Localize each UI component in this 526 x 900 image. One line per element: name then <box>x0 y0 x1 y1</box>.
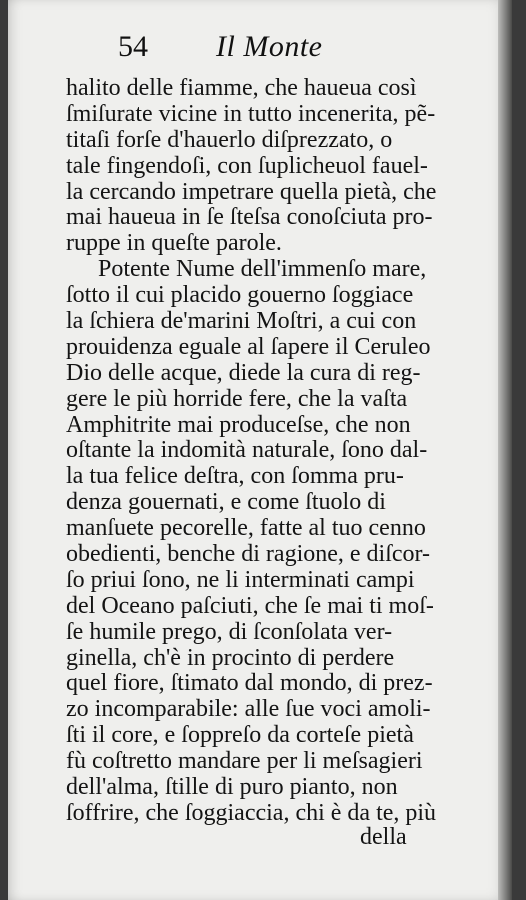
text-line: denza gouernati, e come ſtuolo di <box>66 489 386 516</box>
page-header <box>118 30 458 70</box>
text-line: ſe humile prego, di ſconſolata ver- <box>66 618 393 645</box>
text-line: quel fiore, ſtimato dal mondo, di prez- <box>66 670 433 697</box>
page-edge-shadow <box>498 0 512 900</box>
paragraph-start-line: Potente Nume dell'immenſo mare, <box>98 256 427 283</box>
text-line: Amphitrite mai produceſse, che non <box>66 411 411 438</box>
text-line: ginella, ch'è in procinto di perdere <box>66 644 395 671</box>
text-line: prouidenza eguale al ſapere il Ceruleo <box>66 333 431 360</box>
text-line: ruppe in queſte parole. <box>66 230 282 257</box>
text-line: fù coſtretto mandare per li meſsagieri <box>66 748 423 775</box>
text-line: titaſi forſe d'hauerlo diſprezzato, o <box>66 126 393 153</box>
text-line: ſoffrire, che ſoggiaccia, chi è da te, più <box>66 799 437 826</box>
text-line: tale fingendoſi, con ſuplicheuol fauel- <box>66 152 428 179</box>
running-head: Il Monte <box>216 30 323 63</box>
text-line: ſotto il cui placido gouerno ſoggiace <box>66 282 414 309</box>
text-line: manſuete pecorelle, fatte al tuo cenno <box>66 515 426 542</box>
text-line: zo incomparabile: alle ſue voci amoli- <box>66 696 431 723</box>
book-page <box>8 0 512 900</box>
page-number: 54 <box>118 30 148 63</box>
body-text <box>66 76 490 827</box>
text-line: la ſchiera de'marini Moſtri, a cui con <box>66 308 417 335</box>
text-line: ſti il core, e ſoppreſo da corteſe pietà <box>66 722 414 749</box>
text-line: oſtante la indomità naturale, ſono dal- <box>66 437 428 464</box>
catchword: della <box>360 824 407 850</box>
text-line: halito delle fiamme, che haueua così <box>66 75 417 101</box>
text-line: del Oceano paſciuti, che ſe mai ti moſ- <box>66 592 434 619</box>
text-line: obedienti, benche di ragione, e diſcor- <box>66 541 431 568</box>
text-line: la tua felice deſtra, con ſomma pru- <box>66 463 404 490</box>
text-line: la cercando impetrare quella pietà, che <box>66 178 437 205</box>
text-line: dell'alma, ſtille di puro pianto, non <box>66 774 398 801</box>
text-line: mai haueua in ſe ſteſsa conoſciuta pro- <box>66 204 433 231</box>
text-line: ſo priui ſono, ne li interminati campi <box>66 566 415 593</box>
text-line: ſmiſurate vicine in tutto incenerita, pẽ- <box>66 100 436 127</box>
text-line: Dio delle acque, diede la cura di reg- <box>66 359 421 386</box>
text-line: gere le più horride fere, che la vaſta <box>66 385 408 412</box>
